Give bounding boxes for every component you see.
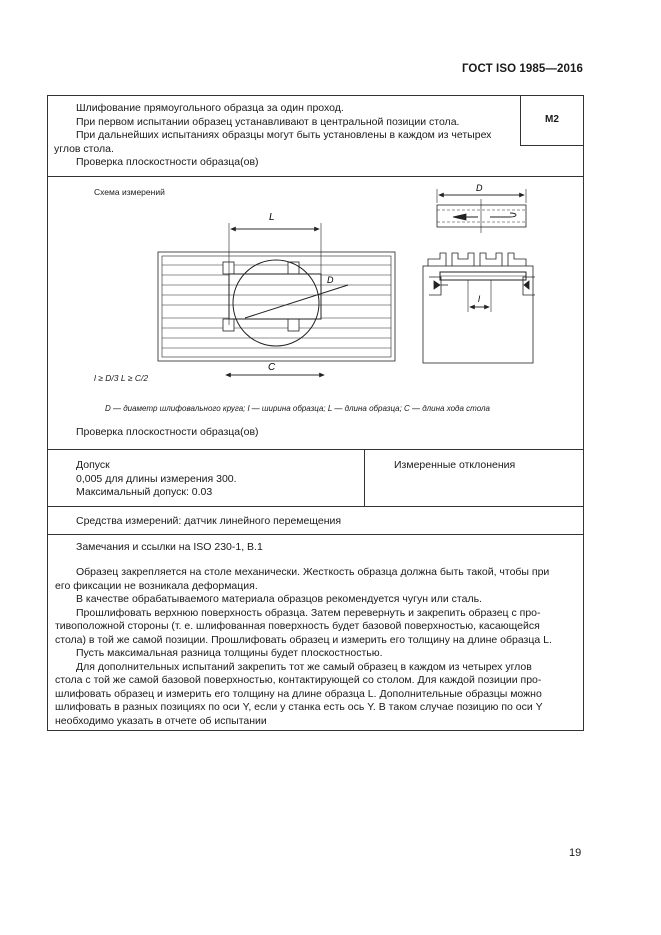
label-C: C <box>268 362 276 373</box>
wheel-side-outline <box>437 205 526 227</box>
instruments-row <box>48 507 583 535</box>
note-line: Пусть максимальная разница толщины будет плоскостностью. <box>76 647 383 659</box>
note-line: стола с той же самой базовой поверхностью, контактирующей со столом. Для каждой позиции про- <box>55 674 542 686</box>
check-text: Проверка плоскостности образца(ов) <box>76 426 259 438</box>
note-line: стола) в той же самой позиции. Прошлифовать образец и измерить его толщину на длине образца L. <box>55 633 552 646</box>
notes-title: Замечания и ссылки на ISO 230-1, В.1 <box>76 541 263 553</box>
notes-row <box>48 535 583 730</box>
table-side-outline <box>423 266 533 363</box>
note-line: необходимо указать в отчете об испытании <box>55 714 267 727</box>
instruments-text: Средства измерений: датчик линейного перемещения <box>76 515 342 527</box>
description-line: Проверка плоскостности образца(ов) <box>76 156 259 168</box>
description-line: При дальнейших испытаниях образцы могут быть установлены в каждом из четырех <box>76 129 492 141</box>
tolerance-max: Максимальный допуск: 0.03 <box>76 486 213 498</box>
test-code: M2 <box>545 114 559 125</box>
test-code-cell <box>520 96 583 146</box>
label-l: l <box>478 294 480 304</box>
page-number: 19 <box>569 847 582 859</box>
label-D-top: D <box>476 183 483 193</box>
conditions: l ≥ D/3 L ≥ C/2 <box>94 373 149 383</box>
document-id: ГОСТ ISO 1985—2016 <box>461 63 583 75</box>
note-line: Прошлифовать верхнюю поверхность образца. Затем перевернуть и закрепить образец с про- <box>76 606 541 619</box>
measurement-diagram <box>48 177 583 397</box>
note-line: тивоположной стороны (т. е. шлифованная поверхность будет базовой поверхностью, касающейся <box>55 620 540 632</box>
label-D-circle: D <box>327 275 334 285</box>
description-line: углов стола. <box>54 142 114 155</box>
diagram-row <box>48 177 583 450</box>
note-line: шлифовать в разных позициях по оси Y, если у станка есть ось Y. В таком случае позицию по оси Y <box>55 701 543 713</box>
measured-deviations-title: Измеренные отклонения <box>394 459 516 471</box>
note-line: Образец закрепляется на столе механически. Жесткость образца должна быть такой, чтобы при <box>76 566 550 578</box>
tolerance-row <box>48 450 583 507</box>
note-line: В качестве обрабатываемого материала образцов рекомендуется чугун или сталь. <box>76 593 482 605</box>
test-table <box>47 95 584 731</box>
tolerance-line: 0,005 для длины измерения 300. <box>76 472 237 485</box>
note-line: Для дополнительных испытаний закрепить тот же самый образец в каждом из четырех углов <box>76 660 532 673</box>
description-line: При первом испытании образец устанавливают в центральной позиции стола. <box>76 115 460 128</box>
diagram-legend: D — диаметр шлифовального круга; l — ширина образца; L — длина образца; C — длина хода стола <box>105 404 490 413</box>
note-line: его фиксации не возникала деформация. <box>55 579 258 592</box>
description-line: Шлифование прямоугольного образца за один проход. <box>76 102 344 114</box>
note-line: шлифовать образец и измерить его толщину на длине образца L. Дополнительные образцы можно <box>55 687 542 700</box>
scheme-title: Схема измерений <box>94 187 165 197</box>
specimen-outline <box>229 274 321 319</box>
label-L: L <box>269 212 275 223</box>
tolerance-title: Допуск <box>76 459 110 471</box>
description-row <box>48 96 583 177</box>
